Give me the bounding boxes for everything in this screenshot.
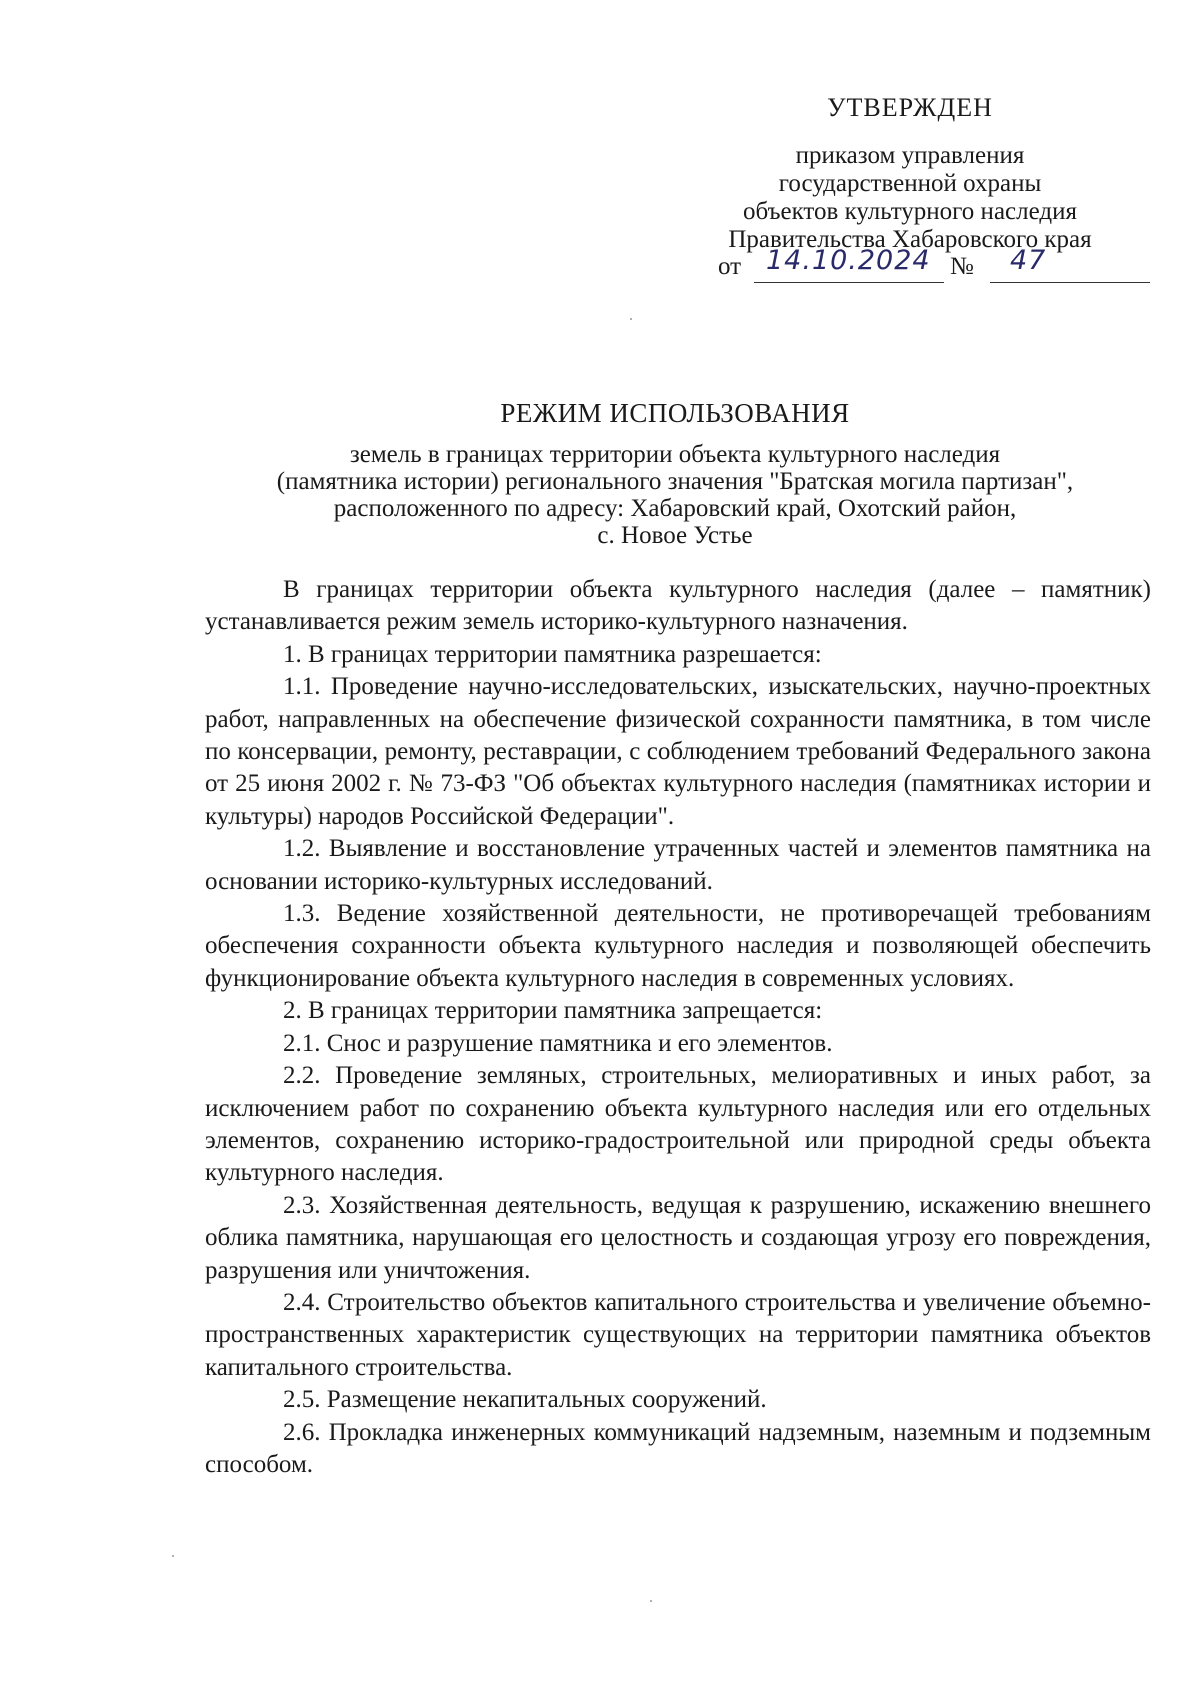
title-line: (памятника истории) регионального значения "Братская могила партизан",	[276, 468, 1074, 495]
paragraph-2-2: 2.2. Проведение земляных, строительных, мелиоративных и иных работ, за исключением работ по сохранению объекта культурного наследия или его отдельных элементов, сохранению историко-градостроительной или природной среды объекта культурного наследия.	[205, 1062, 1151, 1187]
paragraph-1-3: 1.3. Ведение хозяйственной деятельности, не противоречащей требованиям обеспечения сохранности объекта культурного наследия и позволяющей обеспечить функционирование объекта культурного наследия в современных условиях.	[205, 900, 1151, 992]
scan-speck	[650, 1600, 652, 1602]
paragraph-section-1: 1. В границах территории памятника разрешается:	[283, 640, 822, 668]
scan-speck	[630, 318, 632, 320]
paragraph-2-1: 2.1. Снос и разрушение памятника и его элементов.	[283, 1029, 833, 1057]
document-title-block	[215, 400, 1135, 549]
paragraph-1-2: 1.2. Выявление и восстановление утраченных частей и элементов памятника на основании историко-культурных исследований.	[205, 835, 1151, 895]
from-label: от	[718, 253, 742, 280]
order-date-field	[754, 245, 944, 283]
paragraph-2-4: 2.4. Строительство объектов капитального строительства и увеличение объемно-пространственных характеристик существующих на территории памятника объектов капитального строительства.	[205, 1288, 1151, 1381]
approval-line: объектов культурного наследия	[743, 198, 1077, 225]
document-title: РЕЖИМ ИСПОЛЬЗОВАНИЯ	[500, 398, 850, 428]
paragraph-2-6: 2.6. Прокладка инженерных коммуникаций надземным, наземным и подземным способом.	[205, 1418, 1151, 1478]
document-body	[205, 574, 1151, 1481]
order-number-field	[990, 245, 1150, 283]
handwritten-date: 14.10.2024	[766, 245, 931, 276]
order-date-number-line	[718, 246, 1138, 286]
paragraph-intro: В границах территории объекта культурного наследия (далее – памятник) устанавливается режим земель историко-культурного назначения.	[205, 576, 1151, 636]
approval-line: государственной охраны	[778, 170, 1042, 197]
paragraph-2-3: 2.3. Хозяйственная деятельность, ведущая к разрушению, искажению внешнего облика памятника, нарушающая его целостность и создающая угрозу его повреждения, разрушения или уничтожения.	[205, 1191, 1151, 1284]
paragraph-section-2: 2. В границах территории памятника запрещается:	[283, 997, 823, 1025]
scan-speck	[172, 1555, 174, 1557]
paragraph-2-5: 2.5. Размещение некапитальных сооружений.	[283, 1386, 767, 1414]
number-label: №	[950, 253, 974, 280]
approval-line: приказом управления	[795, 142, 1025, 169]
approval-line: Правительства Хабаровского края	[728, 226, 1092, 253]
approval-stamp-block	[690, 94, 1130, 254]
title-line: земель в границах территории объекта культурного наследия	[349, 441, 1001, 468]
handwritten-number: 47	[1010, 245, 1047, 276]
paragraph-1-1: 1.1. Проведение научно-исследовательских, изыскательских, научно-проектных работ, направленных на обеспечение физической сохранности памятника, в том числе по консервации, ремонту, реставрации, с соблюдением требований Федерального закона от 25 июня 2002 г. № 73-ФЗ "Об объектах культурного наследия (памятниках истории и культуры) народов Российской Федерации".	[205, 673, 1151, 830]
title-line: с. Новое Устье	[597, 522, 753, 549]
title-line: расположенного по адресу: Хабаровский край, Охотский район,	[333, 495, 1017, 522]
approval-heading: УТВЕРЖДЕН	[827, 93, 993, 122]
